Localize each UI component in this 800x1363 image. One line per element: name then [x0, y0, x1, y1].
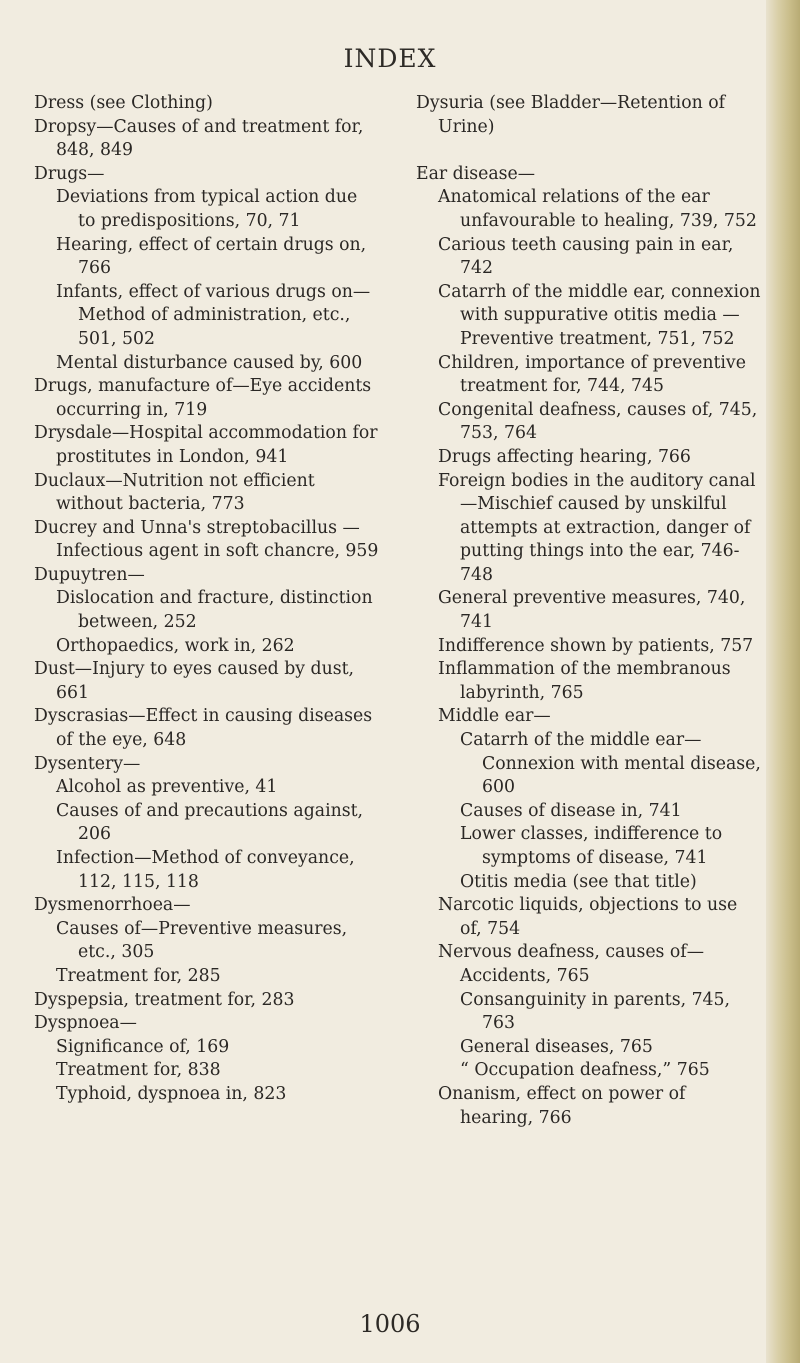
index-entry: Dysmenorrhoea—: [34, 895, 191, 916]
index-entry: Dyspepsia, treatment for, 283: [34, 989, 295, 1010]
index-entry: Ear disease—: [416, 163, 536, 184]
index-subentry: Treatment for, 285: [56, 965, 221, 986]
index-subentry: Inflammation of the membranous labyrinth, 765: [438, 659, 731, 703]
index-subentry: Mental disturbance caused by, 600: [56, 352, 363, 373]
index-entry: Duclaux—Nutrition not efficient without bacteria, 773: [34, 470, 315, 515]
index-subentry: General preventive measures, 740, 741: [438, 588, 746, 633]
index-subentry: Causes of and precautions against, 206: [56, 800, 364, 845]
index-entry: Dust—Injury to eyes caused by dust, 661: [34, 659, 355, 703]
index-subentry: Significance of, 169: [56, 1036, 230, 1057]
index-subentry: Foreign bodies in the auditory canal—Mischief caused by unskilful attempts at extraction, danger of putting things into the ear, 746-748: [438, 470, 756, 585]
index-subsubentry: Otitis media (see that title): [460, 871, 697, 892]
index-subentry: Typhoid, dyspnoea in, 823: [56, 1083, 287, 1104]
index-entry: Dupuytren—: [34, 564, 145, 585]
index-entry: Drysdale—Hospital accommodation for prostitutes in London, 941: [34, 423, 378, 467]
index-subentry: Carious teeth causing pain in ear, 742: [438, 234, 734, 279]
index-subentry: Indifference shown by patients, 757: [438, 635, 754, 656]
index-subentry: Treatment for, 838: [56, 1060, 221, 1081]
index-subsubentry: Catarrh of the middle ear—Connexion with mental disease, 600: [460, 730, 761, 798]
index-entry: Dyspnoea—: [34, 1013, 137, 1034]
page-number: 1006: [359, 1310, 421, 1338]
index-subentry: Congenital deafness, causes of, 745, 753, 764: [438, 399, 758, 444]
index-subentry: Children, importance of preventive treatment for, 744, 745: [438, 352, 746, 397]
page-title: INDEX: [343, 44, 437, 73]
index-subentry: Narcotic liquids, objections to use of, 754: [438, 895, 738, 939]
index-column-left: [34, 92, 379, 1107]
index-entry: Dysuria (see Bladder—Retention of Urine): [416, 93, 726, 137]
index-subentry: Anatomical relations of the ear unfavourable to healing, 739, 752: [438, 187, 757, 231]
index-subentry: Orthopaedics, work in, 262: [56, 635, 295, 656]
index-entry: Dropsy—Causes of and treatment for, 848, 849: [34, 116, 364, 161]
index-subentry: Dislocation and fracture, distinction between, 252: [56, 588, 373, 633]
index-subentry: Onanism, effect on power of hearing, 766: [438, 1083, 686, 1128]
index-entry: Drugs, manufacture of—Eye accidents occurring in, 719: [34, 376, 372, 420]
index-entry: Dress (see Clothing): [34, 93, 213, 113]
index-subsubentry: Lower classes, indifference to symptoms of disease, 741: [460, 824, 723, 868]
index-entry: Dyscrasias—Effect in causing diseases of the eye, 648: [34, 706, 373, 751]
index-subentry: Hearing, effect of certain drugs on, 766: [56, 234, 367, 279]
index-subentry: Drugs affecting hearing, 766: [438, 446, 691, 467]
index-entry: Drugs—: [34, 163, 105, 184]
index-entry: Ducrey and Unna's streptobacillus —Infectious agent in soft chancre, 959: [34, 517, 379, 562]
index-subsubentry: Consanguinity in parents, 745, 763: [460, 989, 731, 1034]
index-column-right: [416, 92, 761, 1130]
index-subsubentry: Accidents, 765: [460, 965, 590, 986]
index-subentry: Causes of—Preventive measures, etc., 305: [56, 918, 348, 963]
index-subsubentry: “ Occupation deafness,” 765: [460, 1060, 710, 1081]
index-entry: Dysentery—: [34, 753, 141, 774]
index-subentry: Infection—Method of conveyance, 112, 115, 118: [56, 848, 355, 892]
index-subentry: Nervous deafness, causes of—: [438, 942, 704, 963]
index-subentry: Alcohol as preventive, 41: [56, 777, 278, 798]
index-subentry: Catarrh of the middle ear, connexion with suppurative otitis media — Preventive treatment, 751, 752: [438, 281, 761, 349]
index-subentry: Infants, effect of various drugs on—Method of administration, etc., 501, 502: [56, 281, 371, 349]
index-subsubentry: General diseases, 765: [460, 1036, 653, 1057]
index-subentry: Deviations from typical action due to predispositions, 70, 71: [56, 187, 358, 231]
page-edge-shadow: [766, 0, 800, 1363]
index-subentry: Middle ear—: [438, 706, 551, 727]
index-subsubentry: Causes of disease in, 741: [460, 800, 682, 821]
